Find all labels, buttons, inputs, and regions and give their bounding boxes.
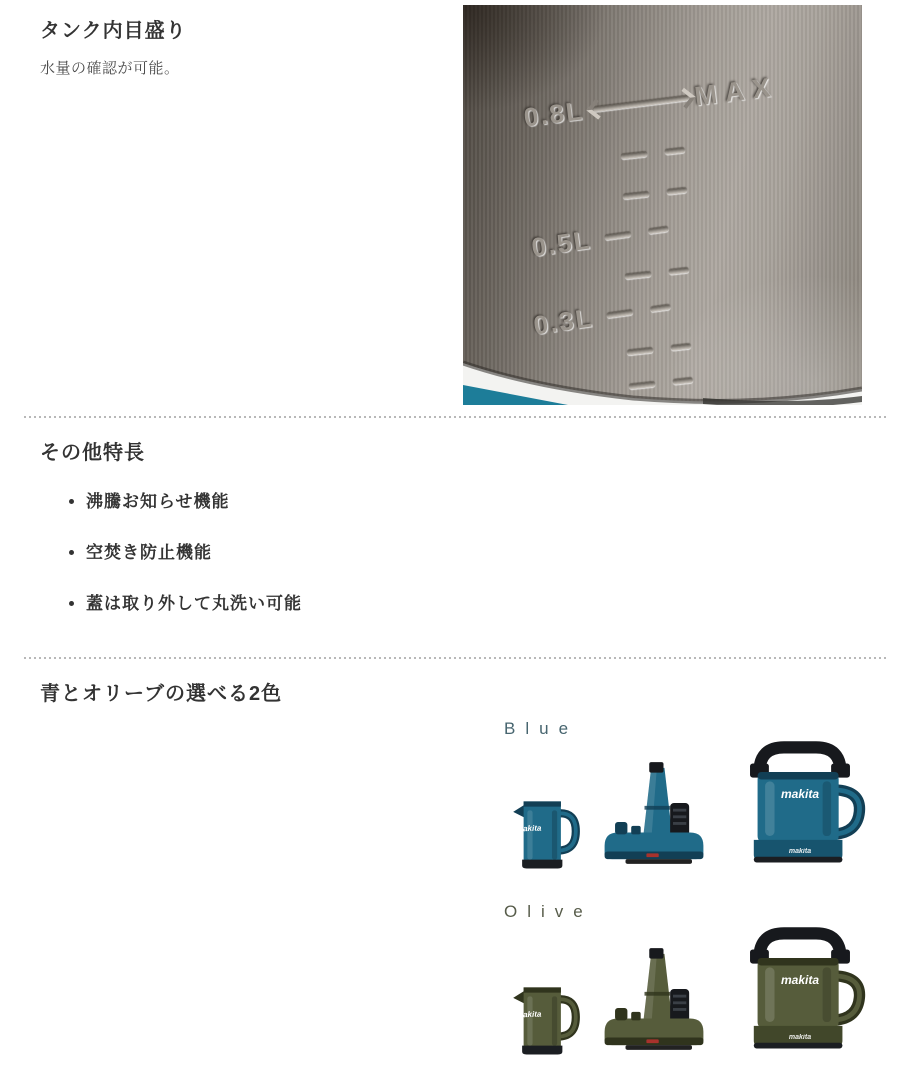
- feature-item: • 空焚き防止機能: [86, 541, 302, 565]
- tank-interior-photo: [463, 5, 862, 405]
- variant-label-blue: Blue: [504, 719, 579, 738]
- brand-logo: makita: [788, 847, 812, 855]
- tank-rim-graphic: [463, 5, 862, 405]
- tank-mark-low-value: 0.3L: [531, 302, 596, 341]
- feature-item: • 沸騰お知らせ機能: [86, 490, 302, 514]
- features-list: [66, 490, 302, 643]
- colors-section-heading: 青とオリーブの選べる2色: [40, 683, 283, 705]
- brand-logo: makita: [780, 786, 820, 801]
- kettle-front-image: [725, 924, 875, 1056]
- tank-section-heading: タンク内目盛り: [40, 20, 187, 42]
- variant-products-olive: [463, 924, 907, 1056]
- brand-logo: makita: [515, 1009, 542, 1020]
- variant-products-blue: [463, 738, 907, 870]
- kettle-front-image: [725, 738, 875, 870]
- kettle-side-image: [503, 974, 583, 1056]
- tank-mark-max-value: 0.8L: [522, 95, 586, 133]
- kettle-side-image: [503, 788, 583, 870]
- charging-base-image: [597, 942, 711, 1056]
- features-section-heading: その他特長: [40, 442, 145, 464]
- feature-item: • 蓋は取り外して丸洗い可能: [86, 592, 302, 616]
- charging-base-image: [597, 756, 711, 870]
- tank-mark-mid-value: 0.5L: [529, 224, 594, 263]
- variant-label-olive: Olive: [504, 902, 593, 921]
- brand-logo: makita: [780, 972, 820, 987]
- section-divider: [24, 657, 888, 659]
- tank-mark-max-label: MAX: [692, 71, 780, 112]
- brand-logo: makita: [515, 823, 542, 834]
- tank-section-subheading: 水量の確認が可能。: [40, 60, 180, 77]
- section-divider: [24, 416, 888, 418]
- brand-logo: makita: [788, 1033, 812, 1041]
